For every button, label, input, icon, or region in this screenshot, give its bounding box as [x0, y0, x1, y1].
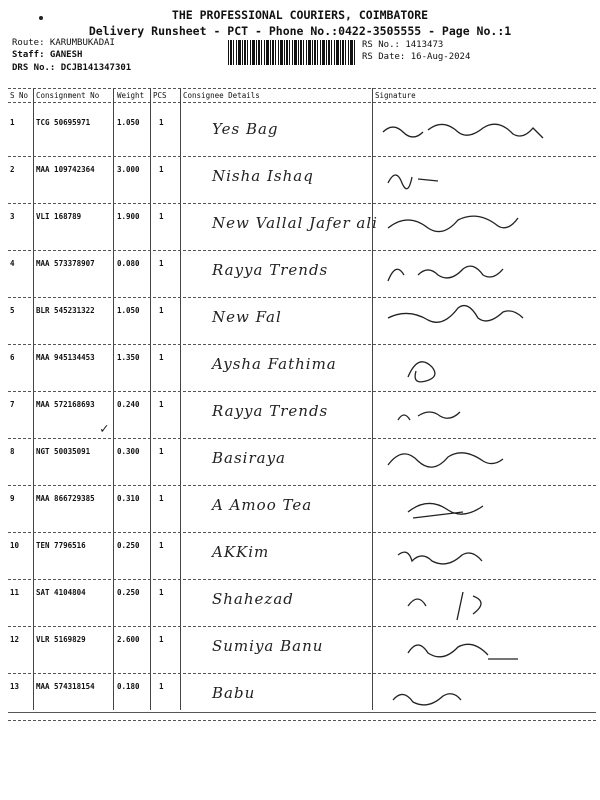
row-sno: 12 — [10, 635, 20, 644]
row-consignment-no: TEN 7796516 — [36, 541, 86, 550]
signature-stroke — [388, 216, 518, 231]
row-consignment-no: MAA 572168693 — [36, 400, 95, 409]
row-signature — [378, 112, 590, 152]
row-consignment-no: NGT 50035091 — [36, 447, 91, 456]
table-row — [0, 345, 600, 391]
col-weight: Weight — [117, 91, 145, 100]
row-weight: 0.080 — [117, 259, 140, 268]
row-pcs: 1 — [159, 635, 164, 644]
route-label: Route: KARUMBUKADAI — [12, 38, 115, 48]
row-weight: 2.600 — [117, 635, 140, 644]
row-signature — [378, 488, 590, 528]
row-consignment-no: VLI 168789 — [36, 212, 82, 221]
row-signature — [378, 159, 590, 199]
col-sno: S No — [10, 91, 29, 100]
row-weight: 0.240 — [117, 400, 140, 409]
check-mark: ✓ — [100, 421, 109, 437]
row-sno: 1 — [10, 118, 15, 127]
row-consignee-handwriting: Yes Bag — [212, 120, 279, 138]
row-sno: 5 — [10, 306, 15, 315]
row-signature — [378, 253, 590, 293]
table-row — [0, 674, 600, 720]
row-weight: 0.250 — [117, 588, 140, 597]
row-sno: 3 — [10, 212, 15, 221]
row-weight: 1.350 — [117, 353, 140, 362]
row-weight: 1.900 — [117, 212, 140, 221]
barcode — [228, 40, 356, 65]
signature-stroke — [393, 694, 461, 705]
row-pcs: 1 — [159, 259, 164, 268]
table-row — [0, 580, 600, 626]
col-pcs: PCS — [153, 91, 167, 100]
rs-date: RS Date: 16-Aug-2024 — [362, 52, 471, 62]
row-consignment-no: BLR 545231322 — [36, 306, 95, 315]
row-signature — [378, 206, 590, 246]
row-consignment-no: SAT 4104804 — [36, 588, 86, 597]
col-consignee: Consignee Details — [183, 91, 260, 100]
row-consignee-handwriting: A Amoo Tea — [212, 496, 313, 514]
col-consignment: Consignment No — [36, 91, 100, 100]
row-weight: 0.300 — [117, 447, 140, 456]
row-signature — [378, 441, 590, 481]
row-weight: 0.310 — [117, 494, 140, 503]
row-consignment-no: MAA 866729385 — [36, 494, 95, 503]
row-consignee-handwriting: AKKim — [212, 543, 270, 561]
row-sno: 6 — [10, 353, 15, 362]
row-pcs: 1 — [159, 588, 164, 597]
row-signature — [378, 535, 590, 575]
row-consignment-no: MAA 573378907 — [36, 259, 95, 268]
row-signature — [378, 582, 590, 622]
row-consignment-no: MAA 574318154 — [36, 682, 95, 691]
table-row — [0, 627, 600, 673]
row-sno: 9 — [10, 494, 15, 503]
table-row — [0, 204, 600, 250]
table-top-rule — [8, 88, 596, 89]
row-sno: 7 — [10, 400, 15, 409]
row-pcs: 1 — [159, 306, 164, 315]
page-title: THE PROFESSIONAL COURIERS, COIMBATORE — [171, 8, 429, 22]
table-row — [0, 392, 600, 438]
row-consignment-no: MAA 109742364 — [36, 165, 95, 174]
header-rule — [8, 102, 596, 103]
row-sno: 13 — [10, 682, 20, 691]
signature-stroke — [408, 644, 518, 659]
row-signature — [378, 676, 590, 716]
row-consignee-handwriting: Rayya Trends — [212, 261, 329, 279]
row-pcs: 1 — [159, 447, 164, 456]
row-consignee-handwriting: Babu — [212, 684, 256, 702]
table-row — [0, 157, 600, 203]
row-weight: 0.180 — [117, 682, 140, 691]
signature-stroke — [408, 503, 483, 518]
row-consignee-handwriting: Shahezad — [212, 590, 294, 608]
row-divider — [8, 720, 596, 721]
row-weight: 3.000 — [117, 165, 140, 174]
row-sno: 4 — [10, 259, 15, 268]
row-consignee-handwriting: Rayya Trends — [212, 402, 329, 420]
table-row — [0, 298, 600, 344]
table-row — [0, 486, 600, 532]
row-consignment-no: TCG 50695971 — [36, 118, 91, 127]
row-signature — [378, 394, 590, 434]
table-row — [0, 110, 600, 156]
page-subtitle: Delivery Runsheet - PCT - Phone No.:0422-3505555 - Page No.:1 — [88, 24, 512, 38]
signature-stroke — [388, 306, 523, 323]
signature-stroke — [388, 175, 438, 189]
signature-stroke — [398, 552, 482, 564]
row-pcs: 1 — [159, 400, 164, 409]
row-consignment-no: MAA 945134453 — [36, 353, 95, 362]
signature-stroke — [383, 124, 543, 138]
row-consignment-no: VLR 5169829 — [36, 635, 86, 644]
row-sno: 2 — [10, 165, 15, 174]
row-pcs: 1 — [159, 353, 164, 362]
rs-number: RS No.: 1413473 — [362, 40, 444, 50]
staff-label: Staff: GANESH — [12, 50, 83, 60]
row-pcs: 1 — [159, 165, 164, 174]
row-sno: 11 — [10, 588, 20, 597]
row-weight: 1.050 — [117, 118, 140, 127]
table-bottom-rule — [8, 712, 596, 713]
row-weight: 0.250 — [117, 541, 140, 550]
row-pcs: 1 — [159, 212, 164, 221]
drs-number: DRS No.: DCJB141347301 — [12, 63, 132, 73]
table-row — [0, 439, 600, 485]
row-signature — [378, 629, 590, 669]
signature-stroke — [408, 592, 481, 620]
signature-stroke — [388, 266, 503, 281]
row-consignee-handwriting: New Fal — [212, 308, 282, 326]
row-consignee-handwriting: Basiraya — [212, 449, 286, 467]
row-consignee-handwriting: New Vallal Jafer ali — [212, 214, 378, 232]
row-pcs: 1 — [159, 682, 164, 691]
signature-stroke — [408, 362, 435, 382]
signature-stroke — [398, 412, 460, 420]
table-row — [0, 533, 600, 579]
row-consignee-handwriting: Sumiya Banu — [212, 637, 324, 655]
row-signature — [378, 347, 590, 387]
row-pcs: 1 — [159, 494, 164, 503]
table-row — [0, 251, 600, 297]
row-sno: 8 — [10, 447, 15, 456]
row-consignee-handwriting: Nisha Ishaq — [212, 167, 314, 185]
row-pcs: 1 — [159, 541, 164, 550]
row-signature — [378, 300, 590, 340]
col-signature: Signature — [375, 91, 416, 100]
row-pcs: 1 — [159, 118, 164, 127]
row-weight: 1.050 — [117, 306, 140, 315]
row-consignee-handwriting: Aysha Fathima — [212, 355, 337, 373]
row-sno: 10 — [10, 541, 20, 550]
signature-stroke — [388, 453, 503, 467]
